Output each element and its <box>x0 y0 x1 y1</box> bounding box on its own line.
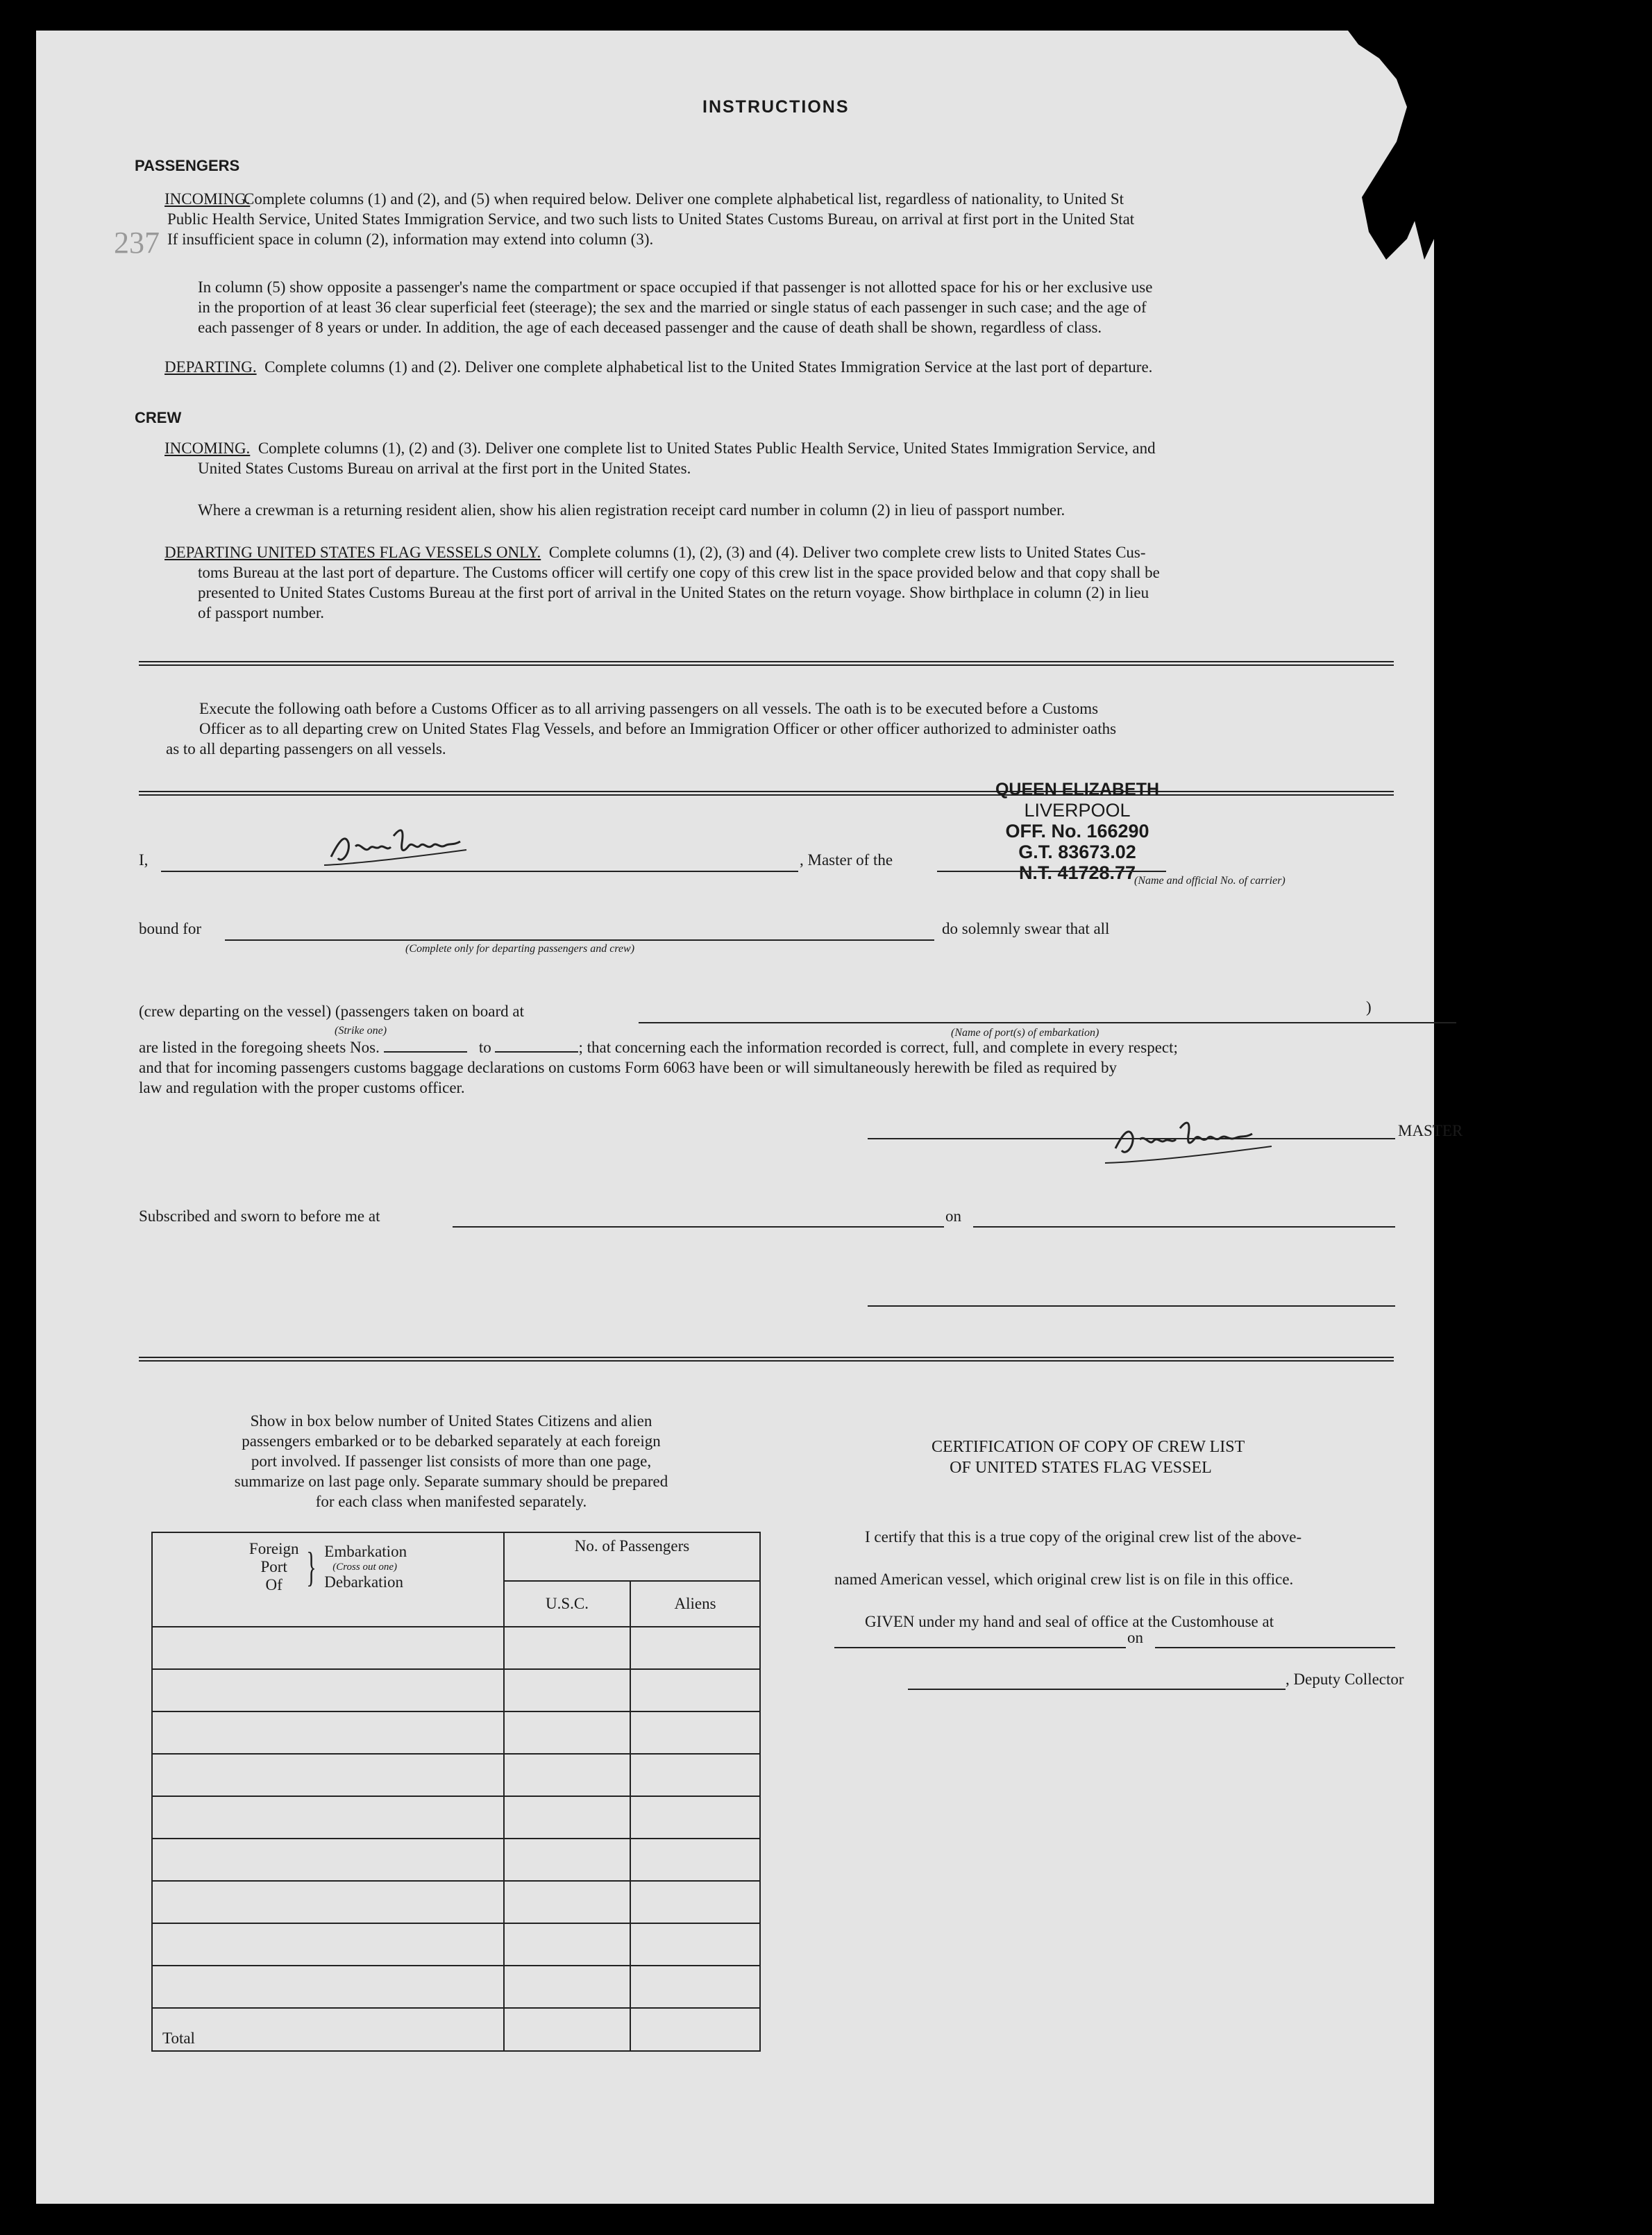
crew-heading: CREW <box>135 409 182 426</box>
customhouse-place-field[interactable] <box>834 1647 1126 1648</box>
close-paren: ) <box>1366 998 1372 1016</box>
table-cell[interactable] <box>630 1796 760 1839</box>
table-cell[interactable] <box>504 1923 630 1966</box>
table-cell[interactable] <box>630 1669 760 1711</box>
section-divider <box>139 1357 1394 1362</box>
table-cell[interactable] <box>630 1966 760 2008</box>
crew-departing-text: DEPARTING UNITED STATES FLAG VESSELS ONLY. Complete columns (1), (2), (3) and (4). Deliver two complete crew lists to United States Cus- toms Bureau at the last port of departure. The Customs officer will certify one copy of this crew list in the space provided below and that copy shall be presented to United States Customs Bureau at the first port of arrival in the United States on the return voyage. Show birthplace in column (2) in lieu of passport number. <box>165 544 1160 621</box>
table-cell[interactable] <box>152 1923 504 1966</box>
bound-for-caption: (Complete only for departing passengers and crew) <box>405 943 635 955</box>
aliens-header: Aliens <box>630 1581 760 1627</box>
section-divider <box>139 791 1394 796</box>
section-divider <box>139 661 1394 666</box>
certification-on-label: on <box>1127 1629 1143 1646</box>
table-cell[interactable] <box>504 1881 630 1923</box>
table-cell[interactable] <box>504 1669 630 1711</box>
ports-caption: (Name of port(s) of embarkation) <box>951 1027 1099 1039</box>
table-cell[interactable] <box>152 1796 504 1839</box>
deputy-collector-label: , Deputy Collector <box>1286 1671 1404 1688</box>
table-cell[interactable] <box>504 1711 630 1754</box>
table-cell[interactable] <box>152 1669 504 1711</box>
sheet-to-field[interactable] <box>495 1037 578 1053</box>
table-cell[interactable] <box>504 1796 630 1839</box>
carrier-caption: (Name and official No. of carrier) <box>1134 875 1286 887</box>
table-cell[interactable] <box>630 1711 760 1754</box>
table-cell[interactable] <box>630 1881 760 1923</box>
baggage-line: and that for incoming passengers customs baggage declarations on customs Form 6063 have been or will simultaneously herewith be filed as required by <box>139 1059 1118 1076</box>
passengers-heading: PASSENGERS <box>135 157 240 174</box>
crew-resident-alien: Where a crewman is a returning resident alien, show his alien registration receipt card number in column (2) in lieu of passport number. <box>198 501 1065 519</box>
sworn-place-field[interactable] <box>453 1226 944 1228</box>
total-usc-cell[interactable] <box>504 2008 630 2051</box>
subscribed-label: Subscribed and sworn to before me at <box>139 1207 380 1225</box>
master-name-field[interactable] <box>161 871 798 872</box>
table-cell[interactable] <box>630 1839 760 1881</box>
master-label: MASTER <box>1398 1122 1463 1139</box>
margin-number: 237 <box>114 226 160 260</box>
vessel-stamp: QUEEN ELIZABETH LIVERPOOL OFF. No. 166290 G.T. 83673.02 N.T. 41728.77 <box>995 780 1160 883</box>
document-sheet <box>36 31 1463 2204</box>
sworn-date-field[interactable] <box>973 1226 1395 1228</box>
table-cell[interactable] <box>152 1839 504 1881</box>
usc-header: U.S.C. <box>504 1581 630 1627</box>
total-label: Total <box>152 2008 504 2051</box>
table-cell[interactable] <box>152 1711 504 1754</box>
table-cell[interactable] <box>152 1627 504 1669</box>
swear-text: do solemnly swear that all <box>942 920 1110 937</box>
certification-date-field[interactable] <box>1155 1647 1395 1648</box>
deputy-signature-field[interactable] <box>908 1689 1286 1690</box>
table-cell[interactable] <box>504 1839 630 1881</box>
master-signature <box>1098 1110 1279 1173</box>
certify-line-2: named American vessel, which original crew list is on file in this office. <box>834 1571 1294 1588</box>
table-cell[interactable] <box>630 1627 760 1669</box>
carrier-field[interactable] <box>937 871 1166 872</box>
table-cell[interactable] <box>630 1754 760 1796</box>
crew-departing-options: (crew departing on the vessel) (passengers taken on board at <box>139 1003 524 1020</box>
certification-title-2: OF UNITED STATES FLAG VESSEL <box>950 1459 1212 1477</box>
crew-incoming-text: INCOMING. Complete columns (1), (2) and (3). Deliver one complete list to United States Public Health Service, United States Immigration Service, and United States Customs Bureau on arrival at the first port in the United States. <box>165 440 1156 477</box>
summary-instructions: Show in box below number of United States Citizens and alien passengers embarked or to be debarked separately at each foreign port involved. If passenger list consists of more than one page, summarize on last page only. Separate summary should be prepared for each class when manifested separately. <box>234 1412 668 1510</box>
passengers-incoming-label: INCOMING. <box>165 190 251 208</box>
certify-line-1: I certify that this is a true copy of the original crew list of the above- <box>865 1528 1302 1546</box>
table-cell[interactable] <box>152 1966 504 2008</box>
table-cell[interactable] <box>504 1754 630 1796</box>
regulation-line: law and regulation with the proper customs officer. <box>139 1079 465 1096</box>
sworn-on-label: on <box>945 1207 961 1225</box>
table-cell[interactable] <box>152 1754 504 1796</box>
page-title: INSTRUCTIONS <box>702 97 850 117</box>
oath-intro: Execute the following oath before a Customs Officer as to all arriving passengers on all vessels. The oath is to be executed before a Customs Officer as to all departing crew on United States Flag Vessels, and before an Immigration Officer or other officer authorized to administer oaths as to all departing passengers on all vessels. <box>166 700 1117 757</box>
table-cell[interactable] <box>152 1881 504 1923</box>
bound-for-label: bound for <box>139 920 202 937</box>
passengers-departing: DEPARTING. Complete columns (1) and (2). Deliver one complete alphabetical list to the United States Immigration Service at the last port of departure. <box>165 358 1153 376</box>
passenger-summary-table <box>151 1532 761 2052</box>
passengers-incoming-text: Complete columns (1) and (2), and (5) when required below. Deliver one complete alphabetical list, regardless of nationality, to United St Public Health Service, United States Immigration Service, and two such lists to United States Customs Bureau, on arrival at first port in the United Stat If insufficient space in column (2), information may extend into column (3). <box>167 190 1135 248</box>
sheets-line: are listed in the foregoing sheets Nos. to ; that concerning each the information recorded is correct, full, and complete in every respect; <box>139 1039 1178 1056</box>
passengers-column5-text: In column (5) show opposite a passenger's name the compartment or space occupied if that passenger is not allotted space for his or her exclusive use in the proportion of at least 36 clear superficial feet (steerage); the sex and the married or single status of each passenger in such case; and the age of each passenger of 8 years or under. In addition, the age of each deceased passenger and the cause of death shall be shown, regardless of class. <box>198 278 1153 336</box>
oath-i-label: I, <box>139 851 149 869</box>
table-cell[interactable] <box>504 1966 630 2008</box>
certification-title-1: CERTIFICATION OF COPY OF CREW LIST <box>932 1438 1245 1456</box>
table-cell[interactable] <box>504 1627 630 1669</box>
master-of-the-label: , Master of the <box>800 851 893 869</box>
passengers-header: No. of Passengers <box>504 1532 760 1581</box>
master-signature-top <box>317 815 477 874</box>
given-line: GIVEN under my hand and seal of office at the Customhouse at <box>865 1613 1274 1630</box>
table-cell[interactable] <box>630 1923 760 1966</box>
port-header: Foreign Port Of } Embarkation (Cross out one) Debarkation <box>152 1532 504 1627</box>
strike-one-caption: (Strike one) <box>335 1025 387 1037</box>
officer-signature-field[interactable] <box>868 1305 1395 1307</box>
total-aliens-cell[interactable] <box>630 2008 760 2051</box>
sheet-from-field[interactable] <box>384 1037 467 1053</box>
